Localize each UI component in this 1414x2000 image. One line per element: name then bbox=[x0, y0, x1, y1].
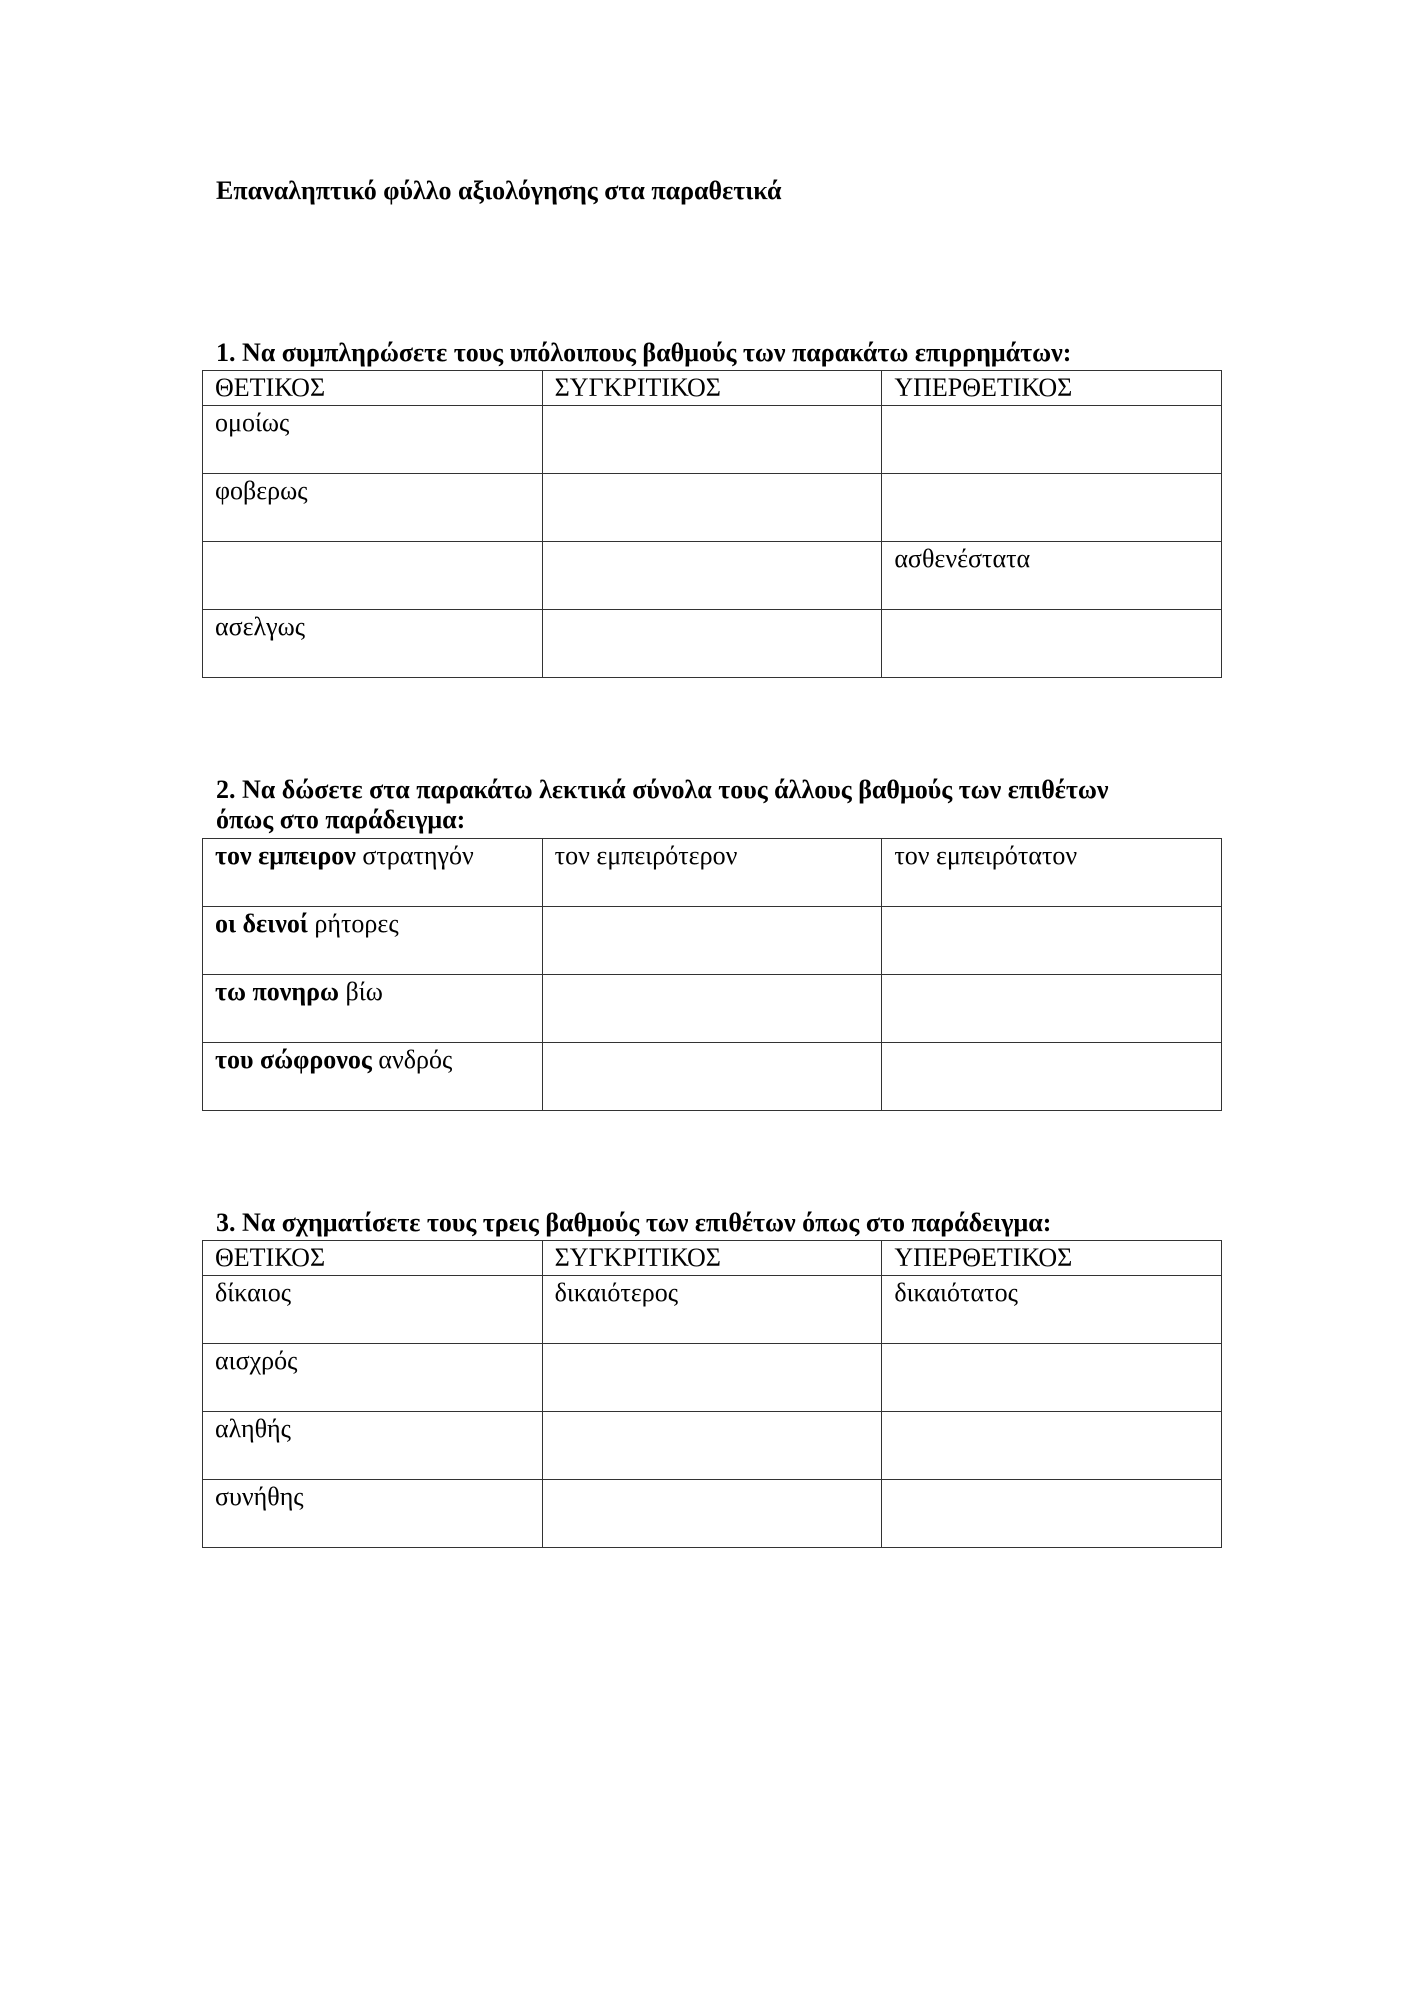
table-cell: δικαιότερος bbox=[542, 1276, 882, 1344]
table-cell: αισχρός bbox=[203, 1344, 543, 1412]
table-cell bbox=[542, 1344, 882, 1412]
adjective-bold: τον εμπειρον bbox=[215, 841, 356, 870]
noun-text: ανδρός bbox=[371, 1045, 453, 1074]
section1-table bbox=[202, 370, 1222, 678]
table-cell bbox=[882, 474, 1222, 542]
table-cell: τον εμπειρότερον bbox=[542, 839, 882, 907]
header-cell: ΥΠΕΡΘΕΤΙΚΟΣ bbox=[882, 1241, 1222, 1276]
table-cell: ασθενέστατα bbox=[882, 542, 1222, 610]
table-cell bbox=[542, 1412, 882, 1480]
table-cell bbox=[882, 975, 1222, 1043]
table-cell bbox=[542, 1480, 882, 1548]
table-row bbox=[203, 975, 1222, 1043]
table-cell bbox=[542, 474, 882, 542]
table-header-row bbox=[203, 371, 1222, 406]
section1-heading: 1. Να συμπληρώσετε τους υπόλοιπους βαθμούς των παρακάτω επιρρημάτων: bbox=[216, 338, 1072, 367]
table-cell bbox=[542, 975, 882, 1043]
table-cell bbox=[882, 1344, 1222, 1412]
adjective-bold: τω πονηρω bbox=[215, 977, 340, 1006]
table-cell bbox=[882, 1480, 1222, 1548]
table-row bbox=[203, 1480, 1222, 1548]
noun-text: στρατηγόν bbox=[355, 841, 474, 870]
table-cell: δίκαιος bbox=[203, 1276, 543, 1344]
table-cell bbox=[542, 907, 882, 975]
header-cell: ΣΥΓΚΡΙΤΙΚΟΣ bbox=[542, 1241, 882, 1276]
table-header-row bbox=[203, 1241, 1222, 1276]
table-row bbox=[203, 839, 1222, 907]
table-cell: δικαιότατος bbox=[882, 1276, 1222, 1344]
section3-heading: 3. Να σχηματίσετε τους τρεις βαθμούς των επιθέτων όπως στο παράδειγμα: bbox=[216, 1208, 1052, 1237]
section2-heading-line1: 2. Να δώσετε στα παρακάτω λεκτικά σύνολα τους άλλους βαθμούς των επιθέτων bbox=[216, 775, 1109, 804]
section3-table bbox=[202, 1240, 1222, 1548]
table-cell bbox=[542, 1043, 882, 1111]
table-cell bbox=[203, 907, 543, 975]
adjective-bold: οι δεινοί bbox=[215, 909, 308, 938]
section2-table bbox=[202, 838, 1222, 1111]
document-title: Επαναληπτικό φύλλο αξιολόγησης στα παραθετικά bbox=[216, 176, 782, 205]
table-cell bbox=[203, 839, 543, 907]
table-row bbox=[203, 907, 1222, 975]
table-cell bbox=[203, 975, 543, 1043]
table-cell: αληθής bbox=[203, 1412, 543, 1480]
table-cell: συνήθης bbox=[203, 1480, 543, 1548]
table-row bbox=[203, 1276, 1222, 1344]
table-cell bbox=[882, 1412, 1222, 1480]
noun-text: βίω bbox=[339, 977, 383, 1006]
section2-heading-line2: όπως στο παράδειγμα: bbox=[216, 805, 466, 834]
table-cell: ασελγως bbox=[203, 610, 543, 678]
table-row bbox=[203, 1412, 1222, 1480]
table-cell bbox=[882, 907, 1222, 975]
header-cell: ΥΠΕΡΘΕΤΙΚΟΣ bbox=[882, 371, 1222, 406]
table-cell bbox=[882, 1043, 1222, 1111]
header-cell: ΘΕΤΙΚΟΣ bbox=[203, 1241, 543, 1276]
table-cell: ομοίως bbox=[203, 406, 543, 474]
adjective-bold: του σώφρονος bbox=[215, 1045, 372, 1074]
table-cell bbox=[542, 610, 882, 678]
table-row bbox=[203, 610, 1222, 678]
table-row bbox=[203, 1344, 1222, 1412]
table-row bbox=[203, 474, 1222, 542]
table-cell bbox=[203, 1043, 543, 1111]
table-cell: φοβερως bbox=[203, 474, 543, 542]
table-cell bbox=[542, 542, 882, 610]
header-cell: ΣΥΓΚΡΙΤΙΚΟΣ bbox=[542, 371, 882, 406]
table-cell bbox=[542, 406, 882, 474]
table-cell: τον εμπειρότατον bbox=[882, 839, 1222, 907]
header-cell: ΘΕΤΙΚΟΣ bbox=[203, 371, 543, 406]
table-row bbox=[203, 406, 1222, 474]
table-row bbox=[203, 542, 1222, 610]
table-cell bbox=[882, 406, 1222, 474]
table-row bbox=[203, 1043, 1222, 1111]
table-cell bbox=[882, 610, 1222, 678]
noun-text: ρήτορες bbox=[307, 909, 399, 938]
table-cell bbox=[203, 542, 543, 610]
